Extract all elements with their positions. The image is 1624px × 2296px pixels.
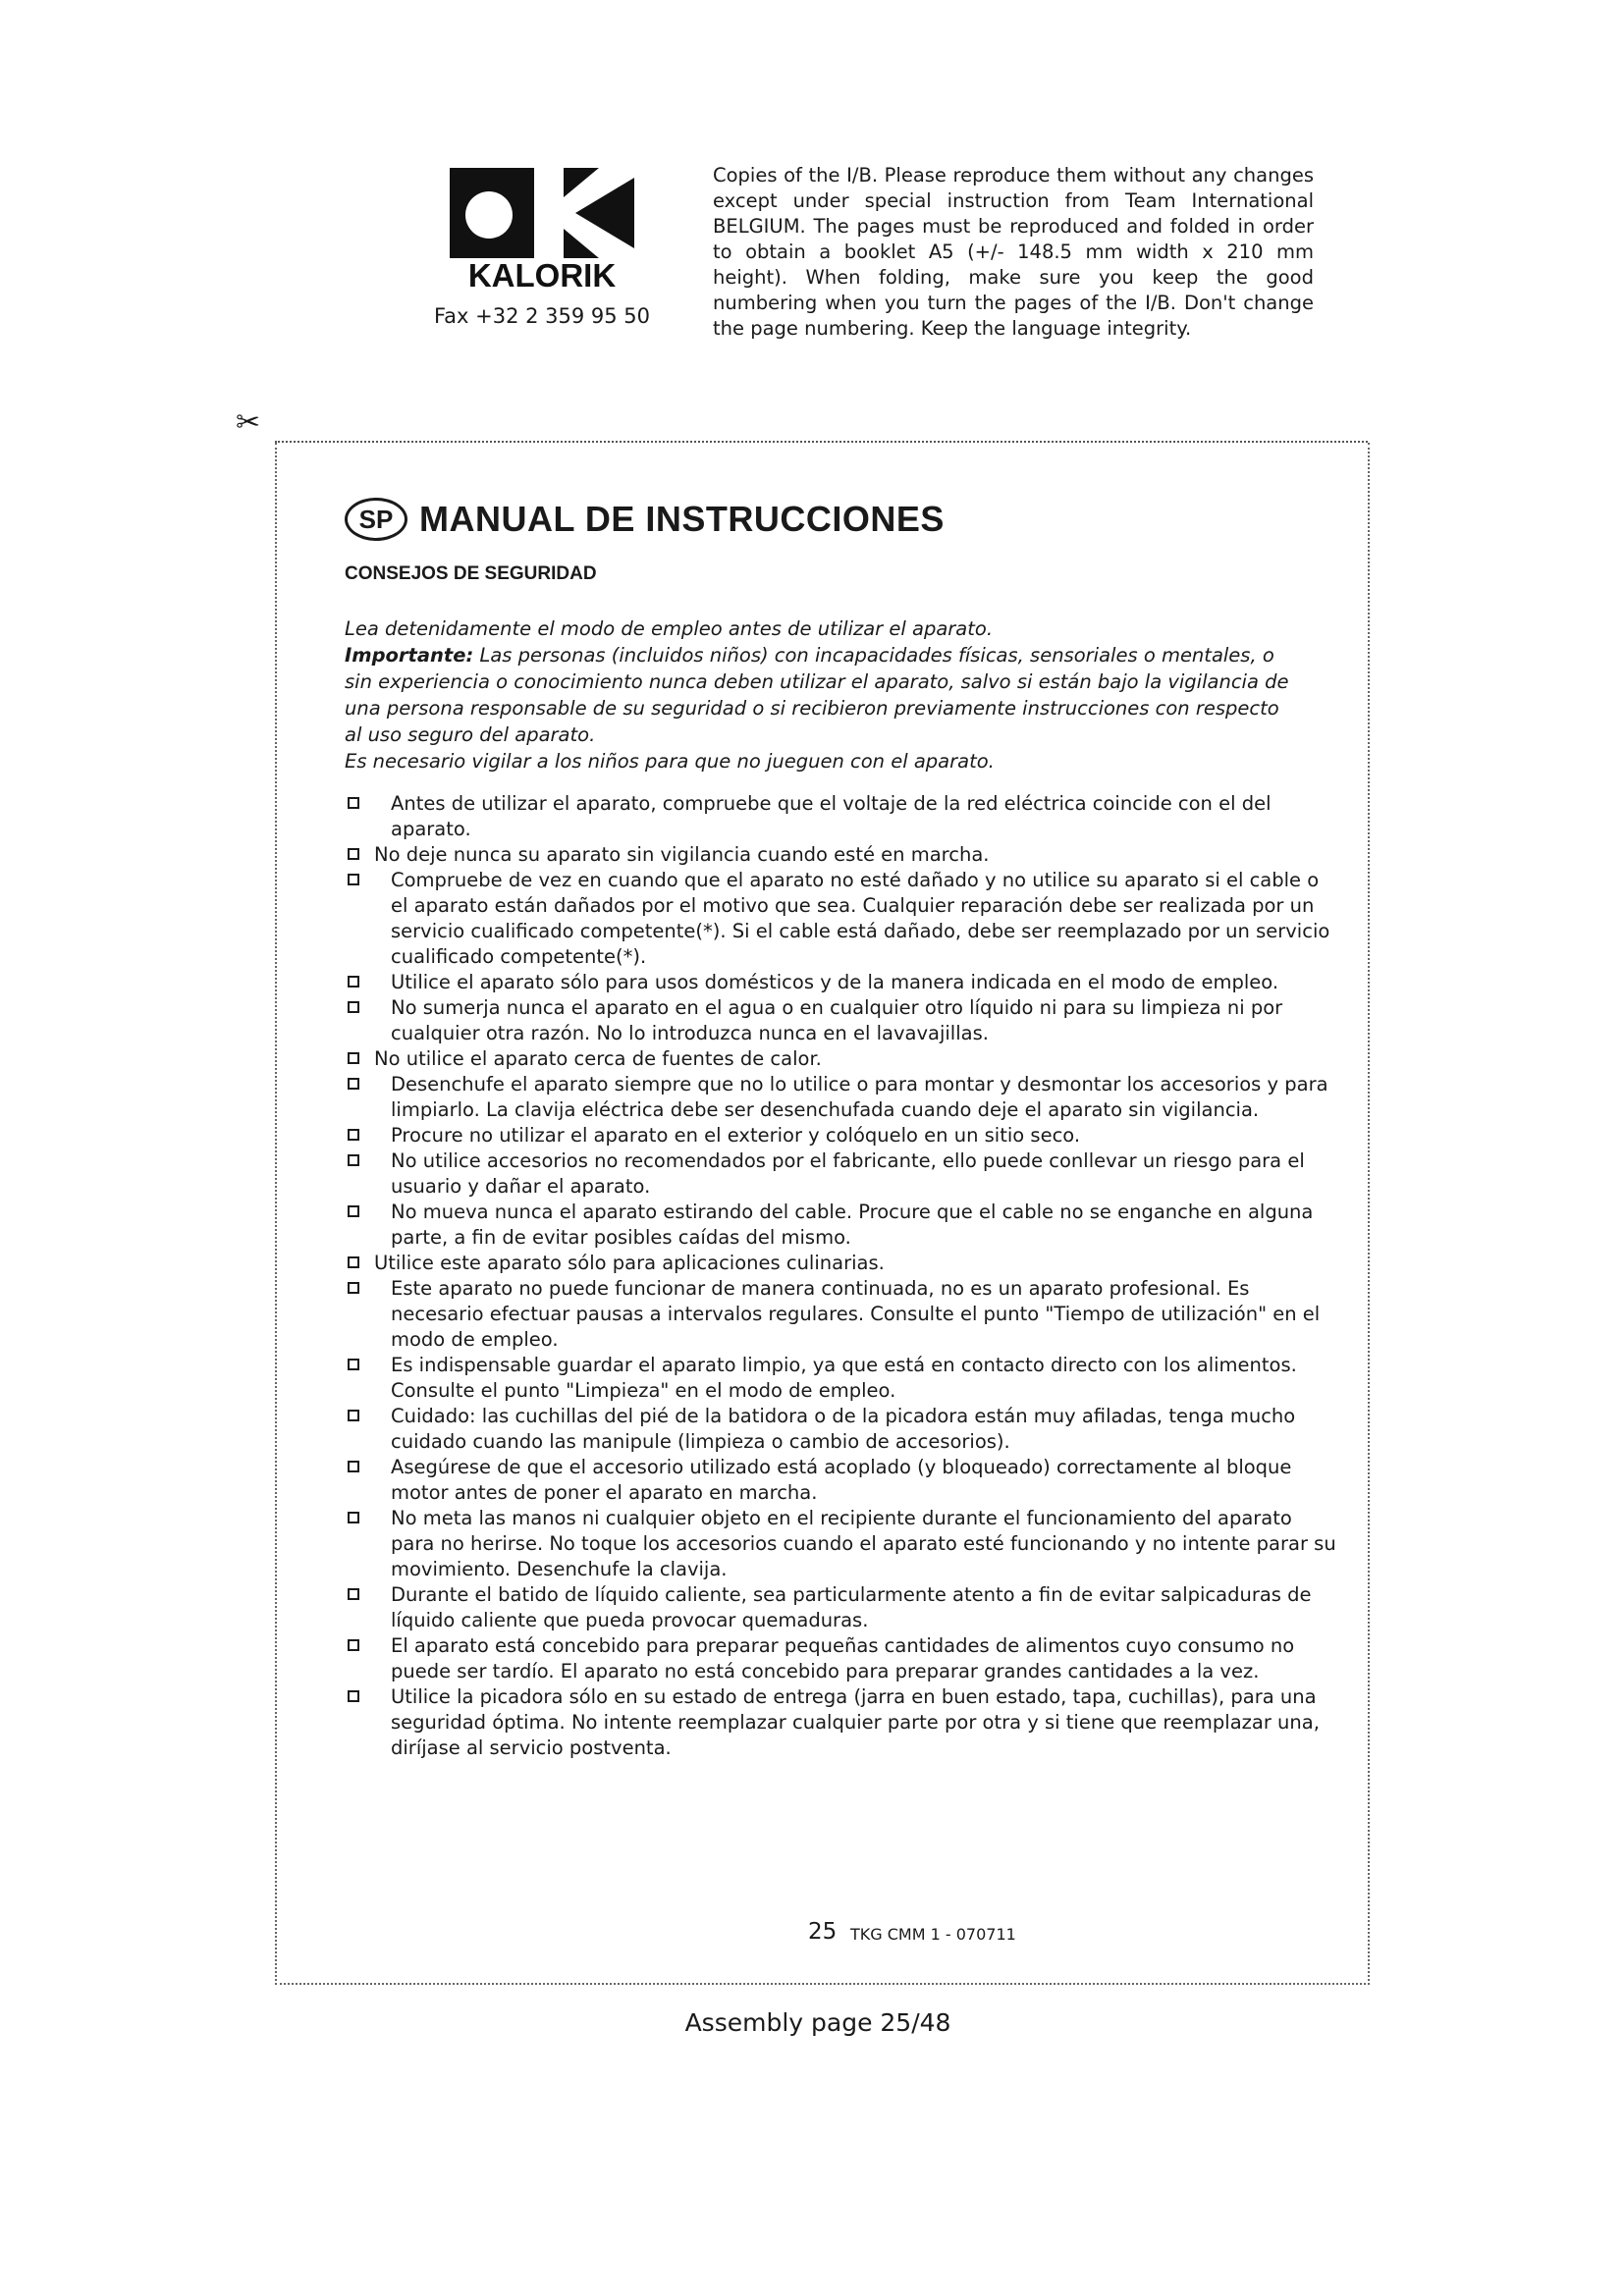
checkbox-icon (348, 1154, 359, 1166)
document-code: TKG CMM 1 - 070711 (850, 1925, 1016, 1944)
checkbox-icon (348, 848, 359, 860)
intro-paragraph (345, 615, 1297, 774)
page-number: 25 (808, 1919, 838, 1945)
checkbox-icon (348, 797, 359, 809)
list-item: No mueva nunca el aparato estirando del cable. Procure que el cable no se enganche en alguna parte, a fin de evitar posibles caídas del mismo. (345, 1200, 1337, 1251)
intro-line-3: Es necesario vigilar a los niños para que no jueguen con el aparato. (345, 750, 995, 773)
language-badge: SP (345, 498, 407, 541)
reproduction-instructions: Copies of the I/B. Please reproduce them without any changes except under special instruction from Team International BELGIUM. The pages must be reproduced and folded in order to obtain a booklet A5 (+/- 148.5 mm width x 210 mm height). When folding, make sure you keep the good numbering when you turn the pages of the I/B. Don't change the page numbering. Keep the language integrity. (713, 164, 1314, 340)
list-item: Utilice la picadora sólo en su estado de entrega (jarra en buen estado, tapa, cuchillas), para una seguridad óptima. No intente reemplazar cualquier parte por otra y si tiene que reemplazar una, diríjase al servicio postventa. (345, 1684, 1337, 1761)
checkbox-icon (348, 976, 359, 988)
safety-list (345, 791, 1337, 1761)
checkbox-icon (348, 874, 359, 885)
list-item: No utilice el aparato cerca de fuentes de calor. (345, 1046, 1337, 1072)
checkbox-icon (348, 1052, 359, 1064)
fax-number: Fax +32 2 359 95 50 (433, 304, 651, 328)
list-item: No sumerja nunca el aparato en el agua o en cualquier otro líquido ni para su limpieza ni por cualquier otra razón. No lo introduzca nunca en el lavavajillas. (345, 995, 1337, 1046)
checkbox-icon (348, 1588, 359, 1600)
checkbox-icon (348, 1410, 359, 1421)
manual-title (345, 493, 945, 546)
checkbox-icon (348, 1639, 359, 1651)
section-heading: CONSEJOS DE SEGURIDAD (345, 563, 597, 584)
checkbox-icon (348, 1078, 359, 1090)
checkbox-icon (348, 1205, 359, 1217)
list-item: Desenchufe el aparato siempre que no lo utilice o para montar y desmontar los accesorios y para limpiarlo. La clavija eléctrica debe ser desenchufada cuando deje el aparato sin vigilancia. (345, 1072, 1337, 1123)
checkbox-icon (348, 1359, 359, 1370)
list-item: Antes de utilizar el aparato, compruebe que el voltaje de la red eléctrica coincide con el del aparato. (345, 791, 1337, 842)
list-item: Es indispensable guardar el aparato limpio, ya que está en contacto directo con los alimentos. Consulte el punto "Limpieza" en el modo de empleo. (345, 1353, 1337, 1404)
list-item: No utilice accesorios no recomendados por el fabricante, ello puede conllevar un riesgo para el usuario y dañar el aparato. (345, 1148, 1337, 1200)
kalorik-logo (450, 168, 634, 291)
list-item: Utilice el aparato sólo para usos domésticos y de la manera indicada en el modo de empleo. (345, 970, 1337, 995)
list-item: Utilice este aparato sólo para aplicaciones culinarias. (345, 1251, 1337, 1276)
list-item: Durante el batido de líquido caliente, sea particularmente atento a fin de evitar salpicaduras de líquido caliente que pueda provocar quemaduras. (345, 1582, 1337, 1633)
list-item: El aparato está concebido para preparar pequeñas cantidades de alimentos cuyo consumo no puede ser tardío. El aparato no está concebido para preparar grandes cantidades a la vez. (345, 1633, 1337, 1684)
checkbox-icon (348, 1256, 359, 1268)
checkbox-icon (348, 1461, 359, 1472)
list-item: Procure no utilizar el aparato en el exterior y colóquelo en un sitio seco. (345, 1123, 1337, 1148)
checkbox-icon (348, 1512, 359, 1523)
important-label: Importante: (345, 644, 474, 667)
important-text: Las personas (incluidos niños) con incapacidades físicas, sensoriales o mentales, o sin experiencia o conocimiento nunca deben utilizar el aparato, salvo si están bajo la vigilancia de una persona responsable de su seguridad o si recibieron previamente instrucciones con respecto al uso seguro del aparato. (345, 644, 1289, 746)
list-item: No meta las manos ni cualquier objeto en el recipiente durante el funcionamiento del aparato para no herirse. No toque los accesorios cuando el aparato esté funcionando y no intente parar su movimiento. Desenchufe la clavija. (345, 1506, 1337, 1582)
checkbox-icon (348, 1690, 359, 1702)
list-item: No deje nunca su aparato sin vigilancia cuando esté en marcha. (345, 842, 1337, 868)
list-item: Cuidado: las cuchillas del pié de la batidora o de la picadora están muy afiladas, tenga mucho cuidado cuando las manipule (limpieza o cambio de accesorios). (345, 1404, 1337, 1455)
intro-important (345, 642, 1297, 748)
list-item: Este aparato no puede funcionar de manera continuada, no es un aparato profesional. Es necesario efectuar pausas a intervalos regulares. Consulte el punto "Tiempo de utilización" en el modo de empleo. (345, 1276, 1337, 1353)
intro-line-1: Lea detenidamente el modo de empleo antes de utilizar el aparato. (345, 617, 994, 640)
list-item: Asegúrese de que el accesorio utilizado está acoplado (y bloqueado) correctamente al bloque motor antes de poner el aparato en marcha. (345, 1455, 1337, 1506)
scissors-icon: ✂ (236, 405, 261, 440)
svg-text:KALORIK: KALORIK (467, 257, 617, 291)
list-item: Compruebe de vez en cuando que el aparato no esté dañado y no utilice su aparato si el cable o el aparato están dañados por el motivo que sea. Cualquier reparación debe ser realizada por un servicio cualificado competente(*). Si el cable está dañado, debe ser reemplazado por un servicio cualificado competente(*). (345, 868, 1337, 970)
assembly-page-label: Assembly page 25/48 (684, 2008, 951, 2037)
checkbox-icon (348, 1129, 359, 1141)
checkbox-icon (348, 1282, 359, 1294)
checkbox-icon (348, 1001, 359, 1013)
title-text: MANUAL DE INSTRUCCIONES (419, 499, 945, 539)
